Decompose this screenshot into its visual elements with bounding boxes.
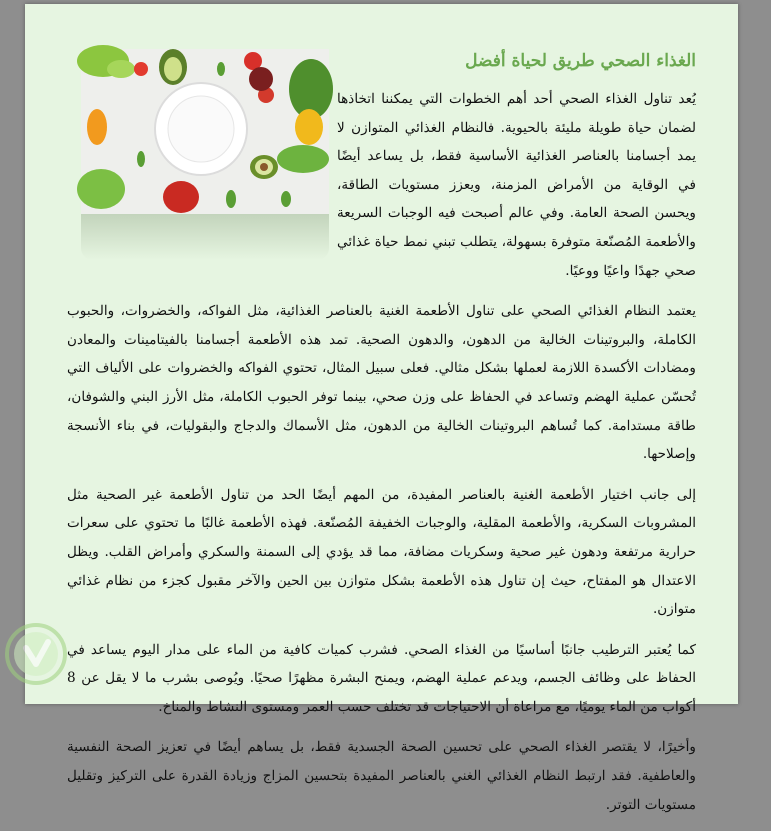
article [67,49,696,831]
paragraph-hydration: كما يُعتبر الترطيب جانبًا أساسيًا من الغذاء الصحي. فشرب كميات كافية من الماء على مدار اليوم يساعد في الحفاظ على وظائف الجسم، ويدعم عملية الهضم، ويمنح البشرة مظهرًا صحيًا. ويُوصى بشرب ما لا يقل عن 8 أكواب من الماء يوميًا، مع مراعاة أن الاحتياجات قد تختلف حسب العمر ومستوى النشاط والمناخ. [67,641,696,715]
image-reflection [81,213,329,260]
document-page [25,4,738,813]
article-title: الغذاء الصحي طريق لحياة أفضل [465,51,696,71]
article-image [81,49,329,261]
site-logo-watermark-icon [4,622,68,686]
paragraph-moderation: إلى جانب اختيار الأطعمة الغنية بالعناصر المفيدة، من المهم أيضًا الحد من تناول الأطعمة غير الصحية مثل المشروبات السكرية، والأطعمة المقلية، والوجبات الخفيفة المُصنّعة. فهذه الأطعمة غالبًا ما تحتوي على سعرات حرارية مرتفعة ودهون غير صحية وسكريات مضافة، مما قد يؤدي إلى السمنة والسكري وأمراض القلب. ويظل الاعتدال هو المفتاح، حيث إن تناول هذه الأطعمة بشكل متوازن بين الحين والآخر مقبول كجزء من نظام غذائي متوازن. [67,486,696,618]
paragraph-nutrients: يعتمد النظام الغذائي الصحي على تناول الأطعمة الغنية بالعناصر الغذائية، مثل الفواكه، والخضروات، والحبوب الكاملة، والبروتينات الخالية من الدهون، والدهون الصحية. تمد هذه الأطعمة أجسامنا بالفيتامينات والمعادن ومضادات الأكسدة اللازمة لعملها بشكل مثالي. فعلى سبيل المثال، تحتوي الفواكه والخضروات على الألياف التي تُحسّن عملية الهضم وتساعد في الحفاظ على وزن صحي، بينما توفر الحبوب الكاملة، مثل الأرز البني والشوفان، طاقة مستدامة. كما تُساهم البروتينات الخالية من الدهون، مثل الأسماك والدجاج والبقوليات، في بناء الأنسجة وإصلاحها. [67,303,696,463]
paragraph-intro: يُعد تناول الغذاء الصحي أحد أهم الخطوات التي يمكننا اتخاذها لضمان حياة طويلة مليئة بالحيوية. فالنظام الغذائي المتوازن لا يمد أجسامنا بالعناصر الغذائية الأساسية فقط، بل يساعد أيضًا في الوقاية من الأمراض المزمنة، ويعزز مستويات الطاقة، ويحسن الصحة العامة. وفي عالم أصبحت فيه الوجبات السريعة والأطعمة المُصنّعة متوفرة بسهولة، يتطلب تبني نمط حياة غذائي صحي جهدًا واعيًا ووعيًا. [337,91,696,279]
paragraph-conclusion: وأخيرًا، لا يقتصر الغذاء الصحي على تحسين الصحة الجسدية فقط، بل يساهم أيضًا في تعزيز الصحة النفسية والعاطفية. فقد ارتبط النظام الغذائي الغني بالعناصر المفيدة بتحسين المزاج وزيادة القدرة على التركيز وتقليل مستويات التوتر. [67,739,696,813]
food-illustration [81,49,329,214]
healthy-food-photo [81,49,329,214]
